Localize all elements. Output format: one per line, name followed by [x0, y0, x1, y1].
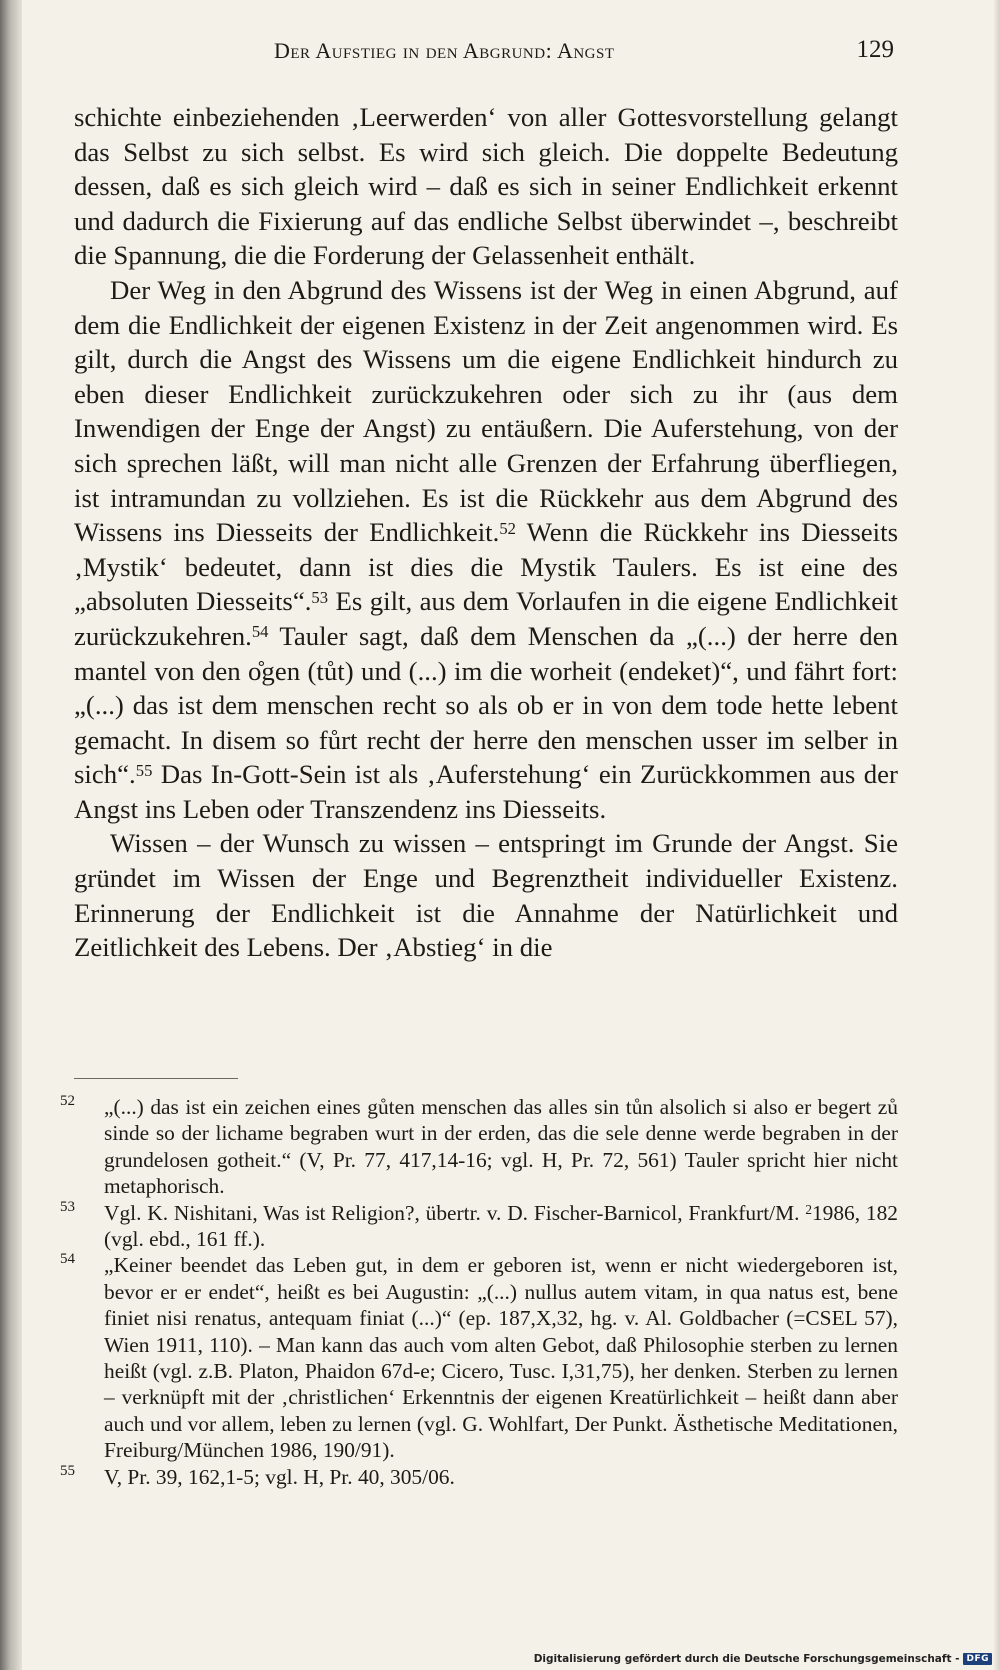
running-head [74, 34, 894, 70]
body-text [74, 100, 898, 965]
footnote-text: V, Pr. 39, 162,1-5; vgl. H, Pr. 40, 305/06. [104, 1464, 455, 1489]
footnote-divider [74, 1078, 238, 1079]
footnote-ref-53: 53 [311, 587, 329, 607]
credit-text: Digitalisierung gefördert durch die Deutsche Forschungsgemeinschaft - [533, 1653, 960, 1665]
footnote-text-cont: 1986, 182 (vgl. ebd., 161 ff.). [104, 1200, 898, 1252]
paragraph-1: schichte einbeziehenden ‚Leerwerden‘ von aller Gottesvorstellung gelangt das Selbst zu sich selbst. Es wird sich gleich. Die doppelte Bedeutung dessen, daß es sich gleich wird – daß es sich in seiner Endlichkeit erkennt und dadurch die Fixierung auf das endliche Selbst überwindet –, beschreibt die Spannung, die die Forderung der Gelassenheit enthält. [74, 102, 898, 271]
footnote-52 [60, 1094, 898, 1200]
paragraph-2-text-3: Es gilt, aus dem Vorlaufen in die eigene Endlichkeit zurückzukehren. [74, 586, 898, 651]
paragraph-2-text-1: Der Weg in den Abgrund des Wissens ist der Weg in einen Abgrund, auf dem die Endlichkeit der eigenen Existenz in der Zeit angenommen wird. Es gilt, durch die Angst des Wissens um die eigene Endlichkeit hindurch zu eben dieser Endlichkeit zurückzukehren oder sich zu ihr (aus dem Inwendigen der Enge der Angst) zu entäußern. Die Auferstehung, von der sich sprechen läßt, will man nicht alle Grenzen der Erfahrung überfliegen, ist intramundan zu vollziehen. Es ist die Rückkehr aus dem Abgrund des Wissens ins Diesseits der Endlichkeit. [74, 274, 898, 548]
footnotes [60, 1094, 898, 1490]
footnote-number: 55 [60, 1462, 75, 1479]
page-edge [994, 0, 1000, 1670]
paragraph-2-text-4: Tauler sagt, daß dem Menschen da „(...) der herre den mantel von den o̊gen (tůt) und (...) im die worheit (endeket)“, und fährt fort: „(...) das ist dem menschen recht so als ob er in von dem tode hette lebent gemacht. In disem so fůrt recht der herre den menschen usser im selber in sich“. [74, 620, 898, 790]
paragraph-2 [74, 273, 898, 827]
paragraph-2-text-2: Wenn die Rückkehr ins Diesseits ‚Mystik‘ bedeutet, dann ist dies die Mystik Taulers. Es ist eine des „absoluten Diesseits“. [74, 517, 898, 617]
paragraph-3: Wissen – der Wunsch zu wissen – entspringt im Grunde der Angst. Sie gründet im Wissen der Enge und Begrenztheit individueller Existenz. Erinnerung der Endlichkeit ist die Annahme der Natürlichkeit und Zeitlichkeit des Lebens. Der ‚Abstieg‘ in die [74, 828, 898, 963]
footnote-number: 54 [60, 1251, 75, 1268]
footnote-ref-54: 54 [251, 622, 269, 642]
running-title: Der Aufstieg in den Abgrund: Angst [274, 38, 615, 63]
paragraph-2-text-5: Das In-Gott-Sein ist als ‚Auferstehung‘ ein Zurückkommen aus der Angst ins Leben oder Transzendenz ins Diesseits. [74, 759, 898, 824]
footnote-ref-52: 52 [499, 518, 516, 538]
book-spine-shadow [0, 0, 22, 1670]
page-number: 129 [856, 36, 894, 63]
edition-superscript: 2 [805, 1201, 812, 1217]
footnote-text: „Keiner beendet das Leben gut, in dem er geboren ist, wenn er nicht wiedergeboren ist, bevor er er endet“, heißt es bei Augustin: „(...) nullus autem vitam, in qua natus est, bene finiet nisi renatus, antequam finiat (...)“ (ep. 187,X,32, hg. v. Al. Goldbacher (=CSEL 57), Wien 1911, 110). – Man kann das auch vom alten Gebot, daß Philosophie sterben zu lernen heißt (vgl. z.B. Platon, Phaidon 67d-e; Cicero, Tusc. I,31,75), her denken. Sterben zu lernen – verknüpft mit der ‚christlichen‘ Erkenntnis der eigenen Kreatürlichkeit – heißt dann aber auch und vor allem, leben zu lernen (vgl. G. Wohlfart, Der Punkt. Ästhetische Meditationen, Freiburg/München 1986, 190/91). [104, 1253, 898, 1463]
digitization-credit [534, 1651, 992, 1667]
footnote-text: „(...) das ist ein zeichen eines gůten menschen das alles sin tůn alsolich si also er begert zů sinde so der lichame begraben wurt in der erden, das die sele denne werde begraben in der grundelosen gotheit.“ (V, Pr. 77, 417,14-16; vgl. H, Pr. 72, 561) Tauler spricht hier nicht metaphorisch. [104, 1095, 898, 1199]
footnote-54 [60, 1252, 898, 1463]
footnote-ref-55: 55 [135, 760, 153, 780]
footnote-number: 52 [60, 1093, 75, 1109]
footnote-53 [60, 1200, 898, 1253]
footnote-55 [60, 1464, 898, 1490]
footnote-text: Vgl. K. Nishitani, Was ist Religion?, übertr. v. D. Fischer-Barnicol, Frankfurt/M. [104, 1200, 806, 1225]
dfg-logo-icon: DFG [963, 1653, 992, 1665]
footnote-number: 53 [60, 1198, 75, 1215]
